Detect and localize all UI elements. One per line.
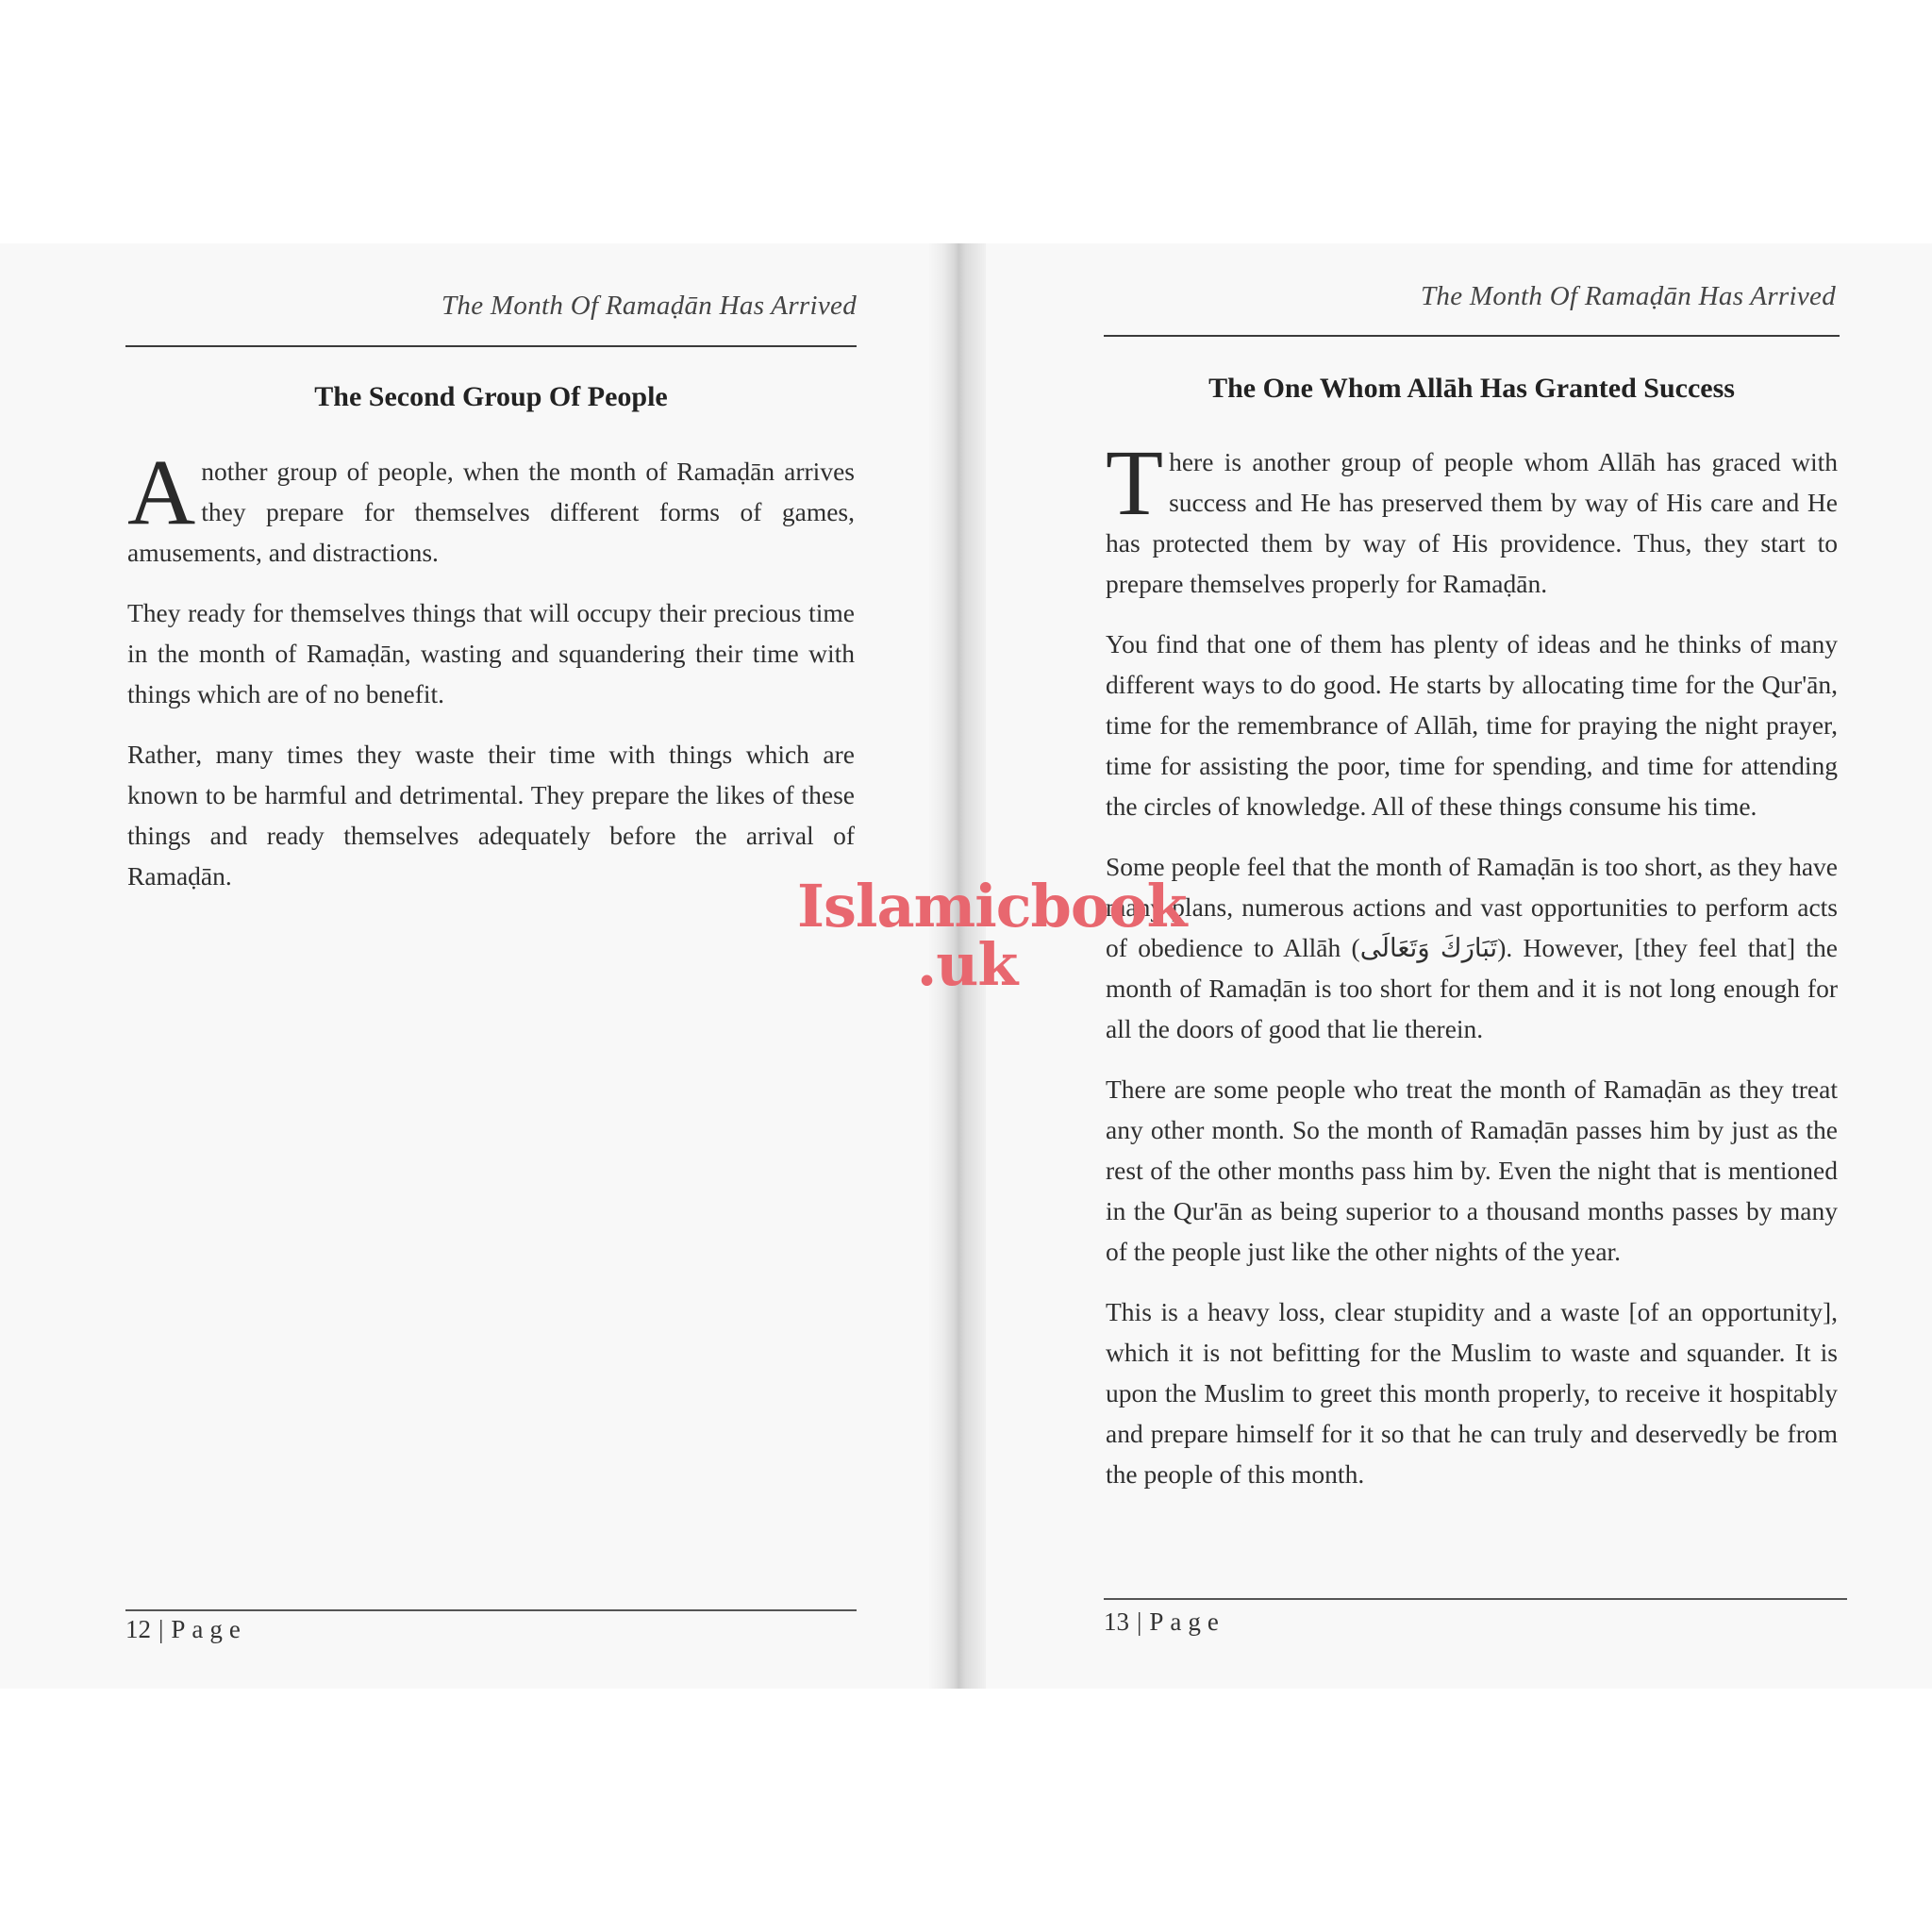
drop-cap: A <box>127 440 196 544</box>
page-number: 12 <box>125 1615 151 1643</box>
header-rule <box>1104 335 1840 337</box>
page-number: 13 <box>1104 1607 1129 1636</box>
left-page <box>125 0 857 1932</box>
page-label: Page <box>171 1615 247 1643</box>
page-separator: | <box>1137 1607 1142 1636</box>
body-text <box>127 440 855 916</box>
right-page <box>1104 0 1840 1932</box>
paragraph: Another group of people, when the month of Ramaḍān arrives they prepare for themselves different forms of games, amusements, and distractions. <box>127 440 855 567</box>
running-head: The Month Of Ramaḍān Has Arrived <box>1420 281 1836 311</box>
footer-rule <box>1104 1598 1847 1600</box>
watermark-line2: .uk <box>916 930 1018 999</box>
running-head: The Month Of Ramaḍān Has Arrived <box>441 291 857 321</box>
page-separator: | <box>158 1615 164 1643</box>
paragraph: They ready for themselves things that will occupy their precious time in the month of Ramaḍān, wasting and squandering their time with things which are of no benefit. <box>127 598 855 708</box>
header-rule <box>125 345 857 347</box>
paragraph: Rather, many times they waste their time with things which are known to be harmful and detrimental. They prepare the likes of these things and ready themselves adequately before the arrival of Ramaḍān. <box>127 740 855 891</box>
paragraph: There is another group of people whom Allāh has graced with success and He has preserved them by way of His care and He has protected them by way of His providence. Thus, they start to prepare themselves properly for Ramaḍān. <box>1106 430 1838 598</box>
paragraph: You find that one of them has plenty of ideas and he thinks of many different ways to do good. He starts by allocating time for the Qur'ān, time for the remembrance of Allāh, time for praying the night prayer, time for assisting the poor, time for spending, and time for attending the circles of knowledge. All of these things consume his time. <box>1106 629 1838 821</box>
paragraph: Some people feel that the month of Ramaḍān is too short, as they have many plans, numerous actions and vast opportunities to perform acts of obedience to Allāh (تَبَارَكَ وَتَعَالَى). However, [they feel that] the month of Ramaḍān is too short for them and it is not long enough for all the doors of good that lie therein. <box>1106 852 1838 1043</box>
paragraph: There are some people who treat the month of Ramaḍān as they treat any other month. So the month of Ramaḍān passes him by just as the rest of the other months pass him by. Even the night that is mentioned in the Qur'ān as being superior to a thousand months passes by many of the people just like the other nights of the year. <box>1106 1074 1838 1266</box>
watermark <box>797 872 1187 999</box>
page-footer <box>1104 1607 1225 1637</box>
section-title: The Second Group Of People <box>314 381 668 412</box>
watermark-line1: Islamicbook <box>797 872 1187 941</box>
section-title: The One Whom Allāh Has Granted Success <box>1208 373 1735 404</box>
paragraph: This is a heavy loss, clear stupidity and a waste [of an opportunity], which it is not befitting for the Muslim to waste and squander. It is upon the Muslim to greet this month properly, to receive it hospitably and prepare himself for it so that he can truly and deservedly be from the people of this month. <box>1106 1297 1838 1489</box>
footer-rule <box>125 1609 857 1611</box>
drop-cap: T <box>1106 430 1164 535</box>
page-footer <box>125 1615 247 1644</box>
body-text <box>1106 430 1838 1514</box>
page-label: Page <box>1149 1607 1225 1636</box>
